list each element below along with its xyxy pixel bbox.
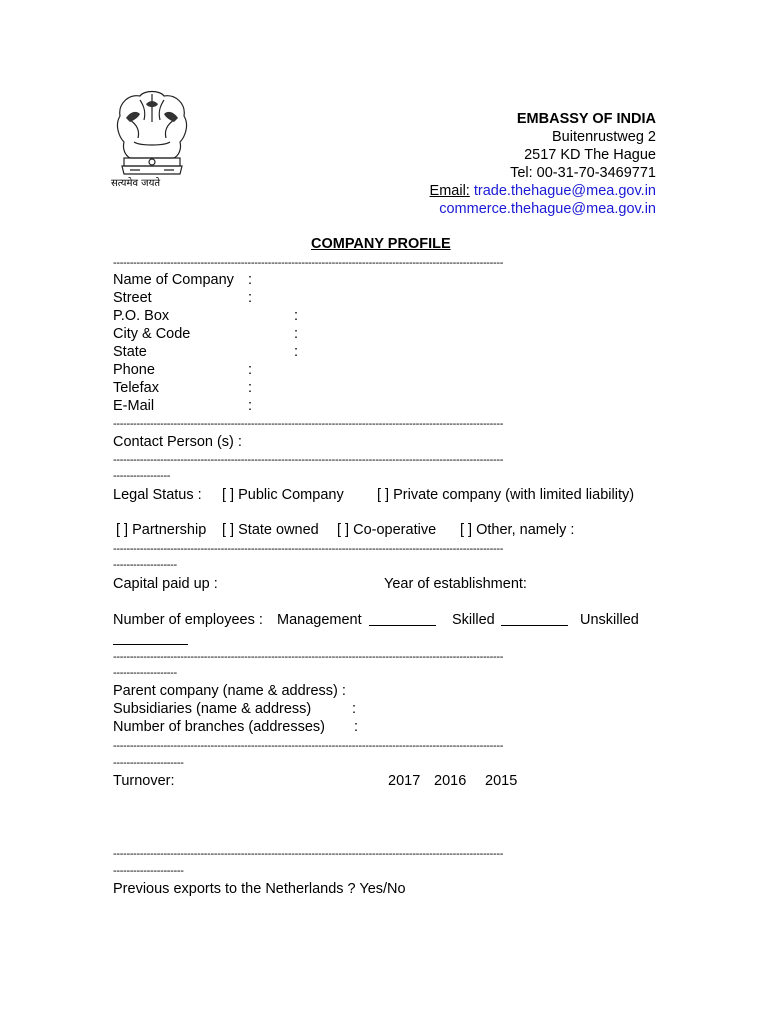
contact-person-label: Contact Person (s) : — [113, 434, 242, 450]
separator-tail: ------------------- — [113, 559, 177, 571]
field-colon: : — [352, 701, 357, 717]
field-colon: : — [248, 398, 253, 414]
employees-skilled-blank[interactable] — [501, 613, 568, 626]
legal-status-partnership[interactable]: [ ] Partnership — [116, 522, 207, 538]
page-title: COMPANY PROFILE — [311, 236, 451, 252]
previous-exports-label: Previous exports to the Netherlands ? Yes/No — [113, 881, 406, 897]
field-colon: : — [294, 326, 299, 342]
embassy-name: EMBASSY OF INDIA — [516, 111, 656, 127]
separator-tail: ------------------- — [113, 667, 177, 679]
separator: -------------------------------------------------------------------------------------------------------------------- — [113, 740, 504, 752]
field-colon: : — [294, 308, 299, 324]
email-link-trade[interactable]: trade.thehague@mea.gov.in — [473, 183, 656, 199]
field-colon: : — [248, 290, 253, 306]
email-line-1 — [430, 182, 656, 200]
address-line-2: 2517 KD The Hague — [524, 147, 656, 163]
field-city-code: City & Code — [113, 326, 191, 342]
field-email: E-Mail — [113, 398, 155, 414]
legal-status-public-company[interactable]: [ ] Public Company — [222, 487, 344, 503]
legal-status-private-company[interactable]: [ ] Private company (with limited liability) — [377, 487, 635, 503]
turnover-year: 2015 — [485, 773, 518, 789]
separator: -------------------------------------------------------------------------------------------------------------------- — [113, 651, 504, 663]
field-state: State — [113, 344, 147, 360]
field-po-box: P.O. Box — [113, 308, 170, 324]
employees-unskilled-blank[interactable] — [113, 632, 188, 645]
legal-status-co-operative[interactable]: [ ] Co-operative — [337, 522, 437, 538]
separator-tail: --------------------- — [113, 757, 184, 769]
legal-status-other[interactable]: [ ] Other, namely : — [460, 522, 575, 538]
field-colon: : — [248, 272, 253, 288]
field-colon: : — [354, 719, 359, 735]
emblem-motto: सत्यमेव जयते — [111, 178, 161, 189]
subsidiaries-label: Subsidiaries (name & address) — [113, 701, 312, 717]
employees-management-blank[interactable] — [369, 613, 436, 626]
separator: -------------------------------------------------------------------------------------------------------------------- — [113, 848, 504, 860]
employees-skilled-label: Skilled — [452, 612, 495, 628]
employees-unskilled-label: Unskilled — [580, 612, 639, 628]
capital-paid-up-label: Capital paid up : — [113, 576, 218, 592]
separator: -------------------------------------------------------------------------------------------------------------------- — [113, 257, 504, 269]
legal-status-label: Legal Status : — [113, 487, 202, 503]
separator: -------------------------------------------------------------------------------------------------------------------- — [113, 543, 504, 555]
telephone: Tel: 00-31-70-3469771 — [510, 165, 656, 181]
field-colon: : — [294, 344, 299, 360]
legal-status-state-owned[interactable]: [ ] State owned — [222, 522, 319, 538]
email-link-commerce[interactable]: commerce.thehague@mea.gov.in — [439, 201, 656, 217]
branches-label: Number of branches (addresses) — [113, 719, 325, 735]
separator-tail: --------------------- — [113, 865, 184, 877]
email-label: Email: — [429, 183, 470, 199]
field-phone: Phone — [113, 362, 155, 378]
field-street: Street — [113, 290, 152, 306]
turnover-year: 2017 — [388, 773, 421, 789]
employees-management-label: Management — [277, 612, 362, 628]
field-name-of-company: Name of Company — [113, 272, 234, 288]
separator: -------------------------------------------------------------------------------------------------------------------- — [113, 418, 504, 430]
address-line-1: Buitenrustweg 2 — [552, 129, 656, 145]
field-telefax: Telefax — [113, 380, 159, 396]
separator: -------------------------------------------------------------------------------------------------------------------- — [113, 454, 504, 466]
employees-label: Number of employees : — [113, 612, 263, 628]
turnover-year: 2016 — [434, 773, 467, 789]
separator-tail: ----------------- — [113, 470, 171, 482]
year-of-establishment-label: Year of establishment: — [384, 576, 527, 592]
field-colon: : — [248, 362, 253, 378]
turnover-label: Turnover: — [113, 773, 175, 789]
parent-company-label: Parent company (name & address) : — [113, 683, 346, 699]
field-colon: : — [248, 380, 253, 396]
